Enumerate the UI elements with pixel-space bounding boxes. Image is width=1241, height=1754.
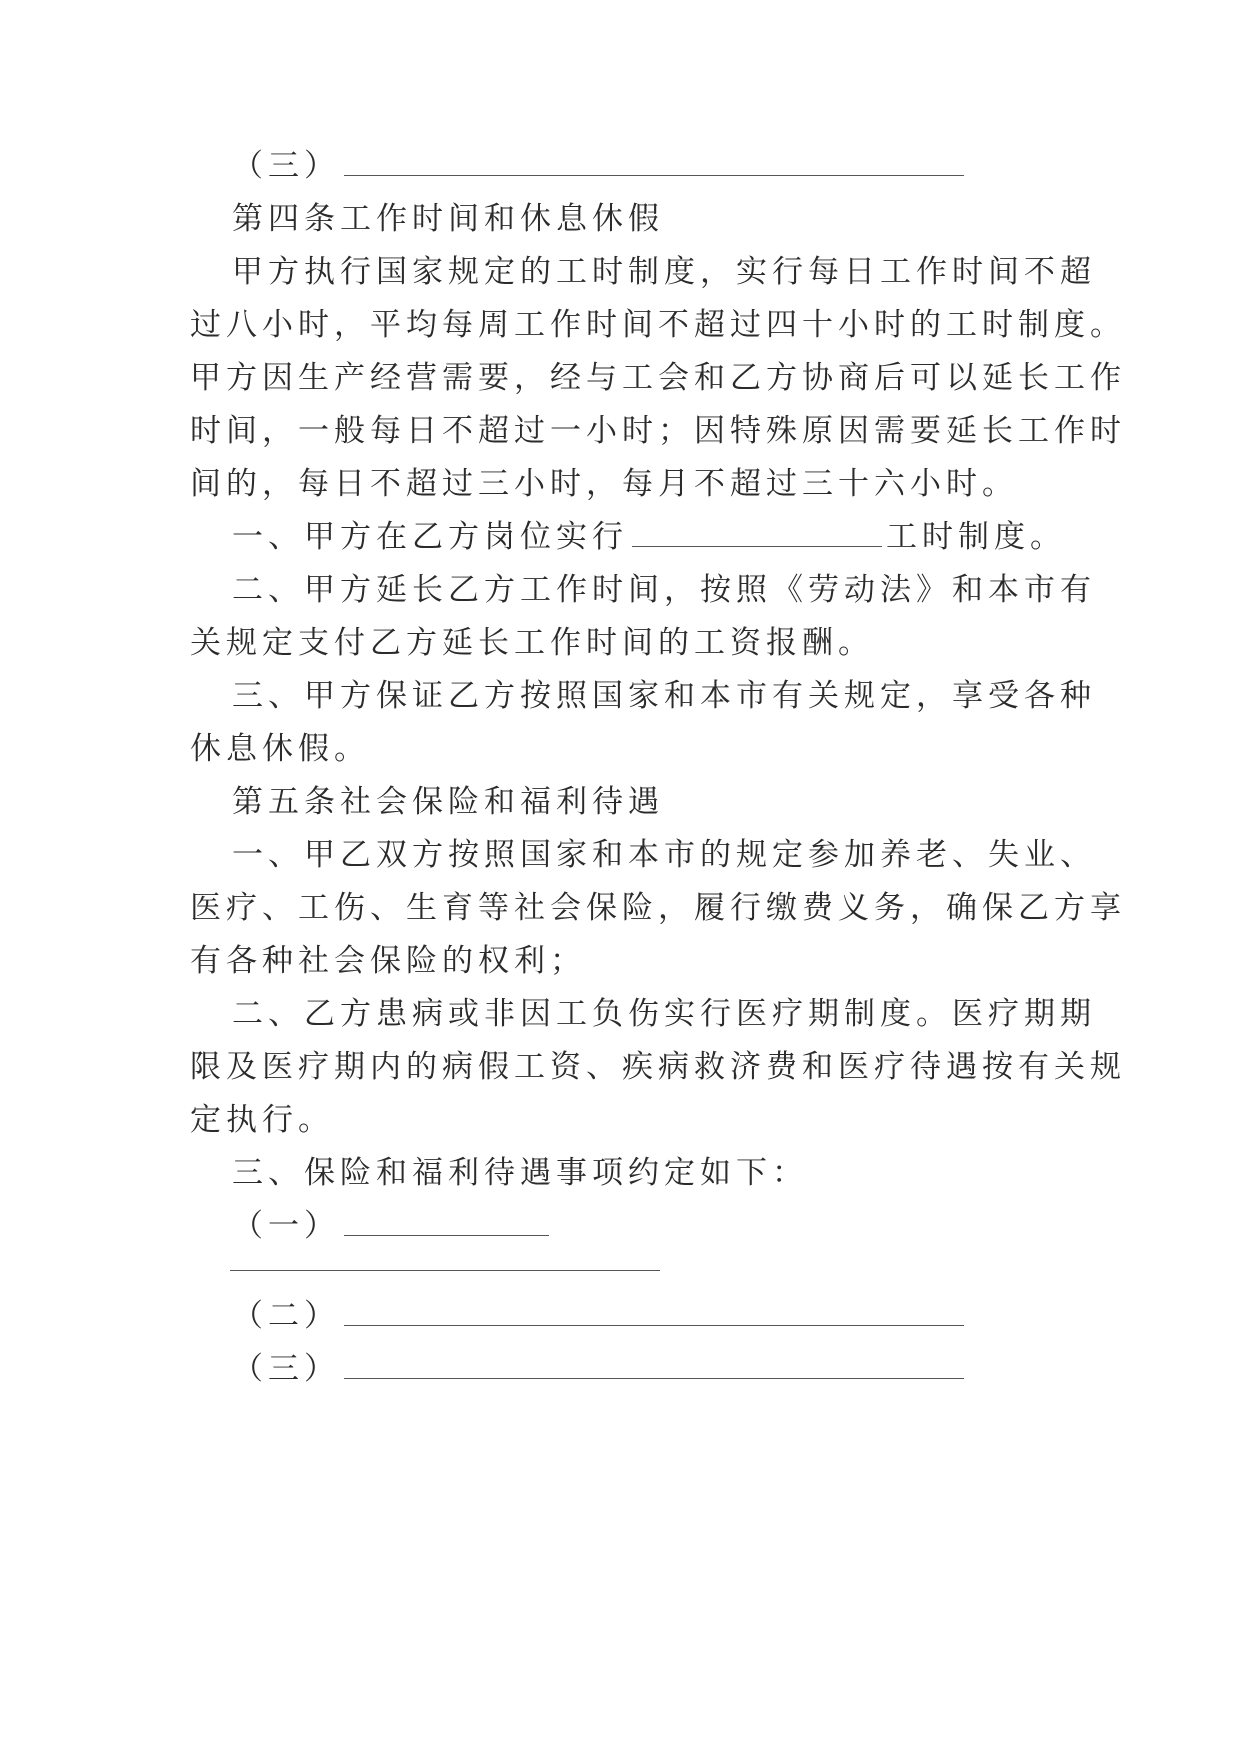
fill-in-blank[interactable] [344, 1207, 549, 1236]
clause-one [232, 517, 1132, 557]
fill-in-blank[interactable] [344, 1297, 964, 1326]
fill-in-blank[interactable] [344, 1350, 964, 1379]
item-two [232, 1296, 1132, 1336]
paragraph-line: 甲方执行国家规定的工时制度，实行每日工作时间不超 [232, 254, 1096, 290]
fill-in-blank[interactable] [230, 1270, 660, 1271]
clause-text: 工时制度。 [886, 519, 1066, 555]
paragraph-line: 三、保险和福利待遇事项约定如下： [232, 1155, 808, 1191]
item-label: （三） [232, 148, 340, 184]
paragraph-line: 二、甲方延长乙方工作时间，按照《劳动法》和本市有 [232, 572, 1096, 608]
paragraph-line: 定执行。 [190, 1102, 334, 1138]
article-five-heading: 第五条社会保险和福利待遇 [232, 784, 664, 820]
item-label: （一） [232, 1208, 340, 1244]
paragraph-line: 关规定支付乙方延长工作时间的工资报酬。 [190, 625, 874, 661]
article-four-heading: 第四条工作时间和休息休假 [232, 201, 664, 237]
paragraph-line: 一、甲乙双方按照国家和本市的规定参加养老、失业、 [232, 837, 1096, 873]
paragraph-line: 甲方因生产经营需要，经与工会和乙方协商后可以延长工作 [190, 360, 1126, 396]
item-label: （二） [232, 1298, 340, 1334]
item-three [232, 146, 1132, 186]
paragraph-line: 三、甲方保证乙方按照国家和本市有关规定，享受各种 [232, 678, 1096, 714]
paragraph-line: 过八小时，平均每周工作时间不超过四十小时的工时制度。 [190, 307, 1126, 343]
paragraph-line: 时间，一般每日不超过一小时；因特殊原因需要延长工作时 [190, 413, 1126, 449]
item-one [232, 1206, 1132, 1246]
paragraph-line: 二、乙方患病或非因工负伤实行医疗期制度。医疗期期 [232, 996, 1096, 1032]
paragraph-line: 限及医疗期内的病假工资、疾病救济费和医疗待遇按有关规 [190, 1049, 1126, 1085]
clause-text: 一、甲方在乙方岗位实行 [232, 519, 628, 555]
paragraph-line: 有各种社会保险的权利； [190, 943, 586, 979]
item-three [232, 1349, 1132, 1389]
fill-in-blank[interactable] [344, 147, 964, 176]
paragraph-line: 医疗、工伤、生育等社会保险，履行缴费义务，确保乙方享 [190, 890, 1126, 926]
item-label: （三） [232, 1351, 340, 1387]
paragraph-line: 间的，每日不超过三小时，每月不超过三十六小时。 [190, 466, 1018, 502]
fill-in-blank[interactable] [632, 518, 882, 547]
paragraph-line: 休息休假。 [190, 731, 370, 767]
